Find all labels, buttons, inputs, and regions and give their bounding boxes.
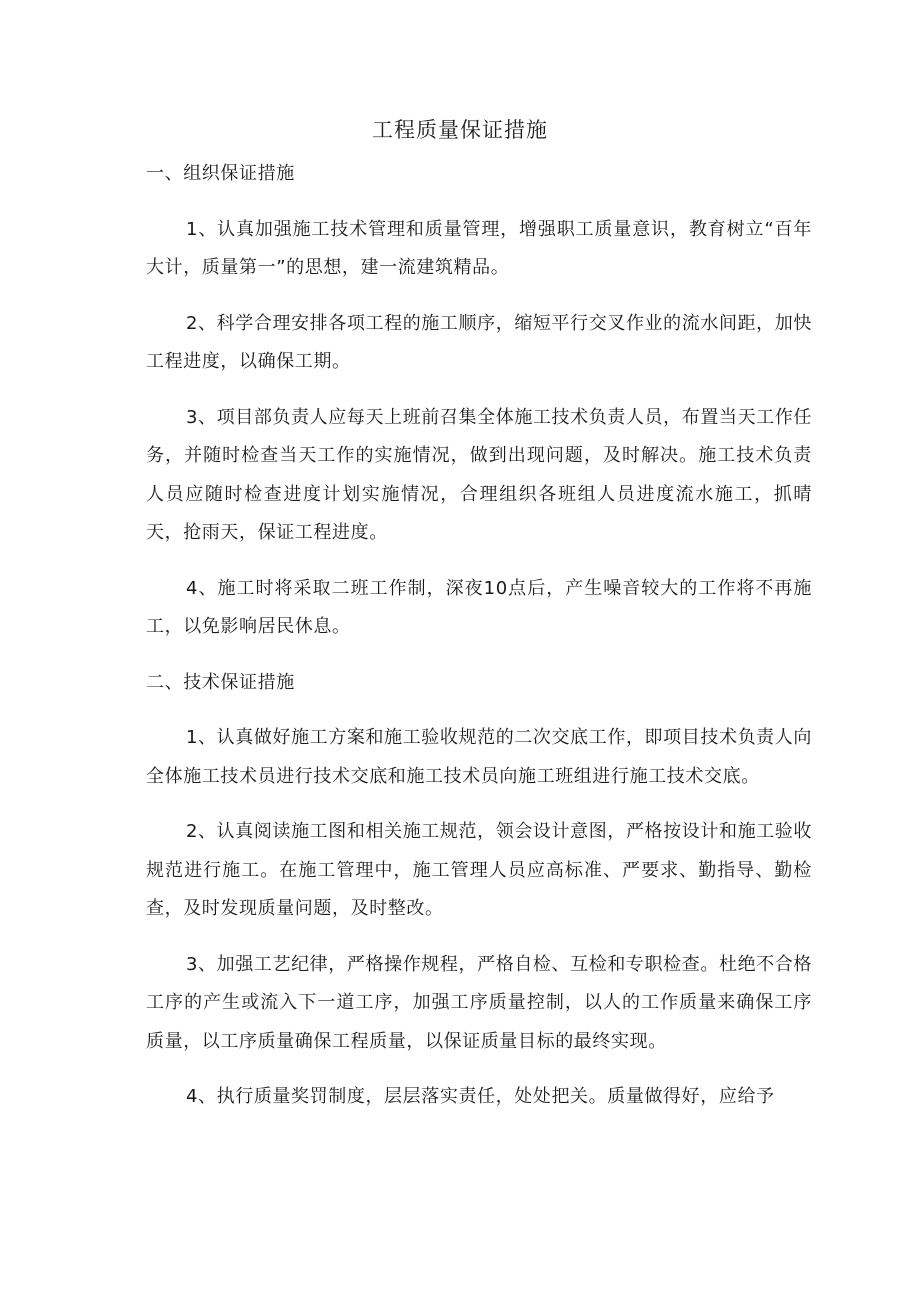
document-body (146, 155, 812, 1117)
spacer (146, 194, 812, 211)
spacer (146, 288, 812, 305)
section-heading-organization: 一、组织保证措施 (146, 163, 295, 184)
spacer (146, 1061, 812, 1078)
spacer (146, 647, 812, 664)
paragraph: 4、执行质量奖罚制度，层层落实责任，处处把关。质量做得好，应给予 (186, 1086, 775, 1107)
document-title: 工程质量保证措施 (372, 118, 548, 142)
paragraph: 2、认真阅读施工图和相关施工规范，领会设计意图，严格按设计和施工验收规范进行施工。在施工管理中，施工管理人员应高标准、严要求、勤指导、勤检查，及时发现质量问题，及时整改。 (146, 821, 812, 919)
section-heading-technical: 二、技术保证措施 (146, 671, 295, 693)
paragraph: 3、项目部负责人应每天上班前召集全体施工技术负责人员，布置当天工作任务，并随时检查当天工作的实施情况，做到出现问题，及时解决。施工技术负责人员应随时检查进度计划实施情况，合理组织各班组人员进度流水施工，抓晴天，抢雨天，保证工程进度。 (146, 406, 812, 543)
paragraph: 4、施工时将采取二班工作制，深夜10点后，产生噪音较大的工作将不再施工，以免影响居民休息。 (146, 577, 812, 637)
spacer (146, 382, 812, 399)
spacer (146, 796, 812, 813)
paragraph: 1、认真做好施工方案和施工验收规范的二次交底工作，即项目技术负责人向全体施工技术员进行技术交底和施工技术员向施工班组进行施工技术交底。 (146, 727, 812, 787)
paragraph: 2、科学合理安排各项工程的施工顺序，缩短平行交叉作业的流水间距，加快工程进度，以确保工期。 (146, 312, 812, 372)
paragraph: 1、认真加强施工技术管理和质量管理，增强职工质量意识，教育树立“百年大计，质量第一”的思想，建一流建筑精品。 (146, 218, 812, 278)
spacer (146, 702, 812, 719)
spacer (146, 929, 812, 946)
paragraph: 3、加强工艺纪律，严格操作规程，严格自检、互检和专职检查。杜绝不合格工序的产生或流入下一道工序，加强工序质量控制，以人的工作质量来确保工序质量，以工序质量确保工程质量，以保证质量目标的最终实现。 (146, 953, 812, 1052)
spacer (146, 553, 812, 570)
